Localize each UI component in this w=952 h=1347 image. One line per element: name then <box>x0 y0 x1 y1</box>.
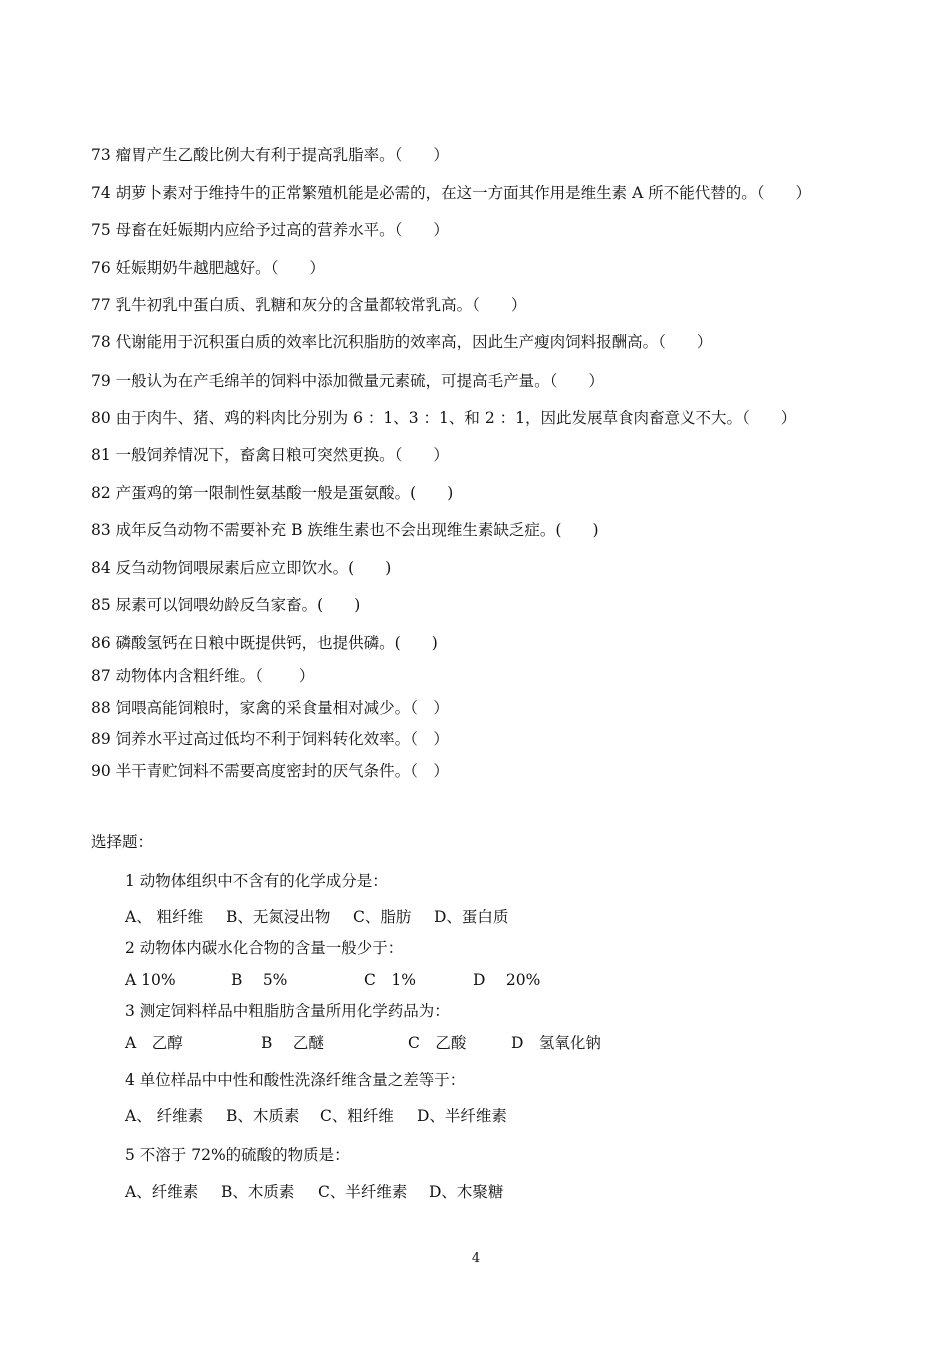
question-text: 乳牛初乳中蛋白质、乳糖和灰分的含量都较常乳高。（ ） <box>115 296 527 314</box>
mc-option-3-C: C 乙酸 <box>408 1034 467 1052</box>
question-number: 89 <box>91 730 111 748</box>
question-text: 瘤胃产生乙酸比例大有利于提高乳脂率。（ ） <box>115 146 449 164</box>
tf-question-80 <box>91 408 796 428</box>
mc-option-3-D: D 氢氧化钠 <box>511 1034 601 1052</box>
question-text: 尿素可以饲喂幼龄反刍家畜。( ) <box>115 596 361 614</box>
tf-question-81 <box>91 445 449 465</box>
question-number: 79 <box>91 372 111 390</box>
question-number: 81 <box>91 446 111 464</box>
question-text: 一般饲养情况下，畜禽日粮可突然更换。（ ） <box>115 446 449 464</box>
question-text: 磷酸氢钙在日粮中既提供钙，也提供磷。( ) <box>115 634 438 652</box>
mc-option-2-C: C 1% <box>364 971 416 989</box>
question-number: 87 <box>91 667 111 685</box>
mc-question-1: 1 动物体组织中不含有的化学成分是： <box>125 872 388 890</box>
mc-option-5-A: A、纤维素 <box>125 1183 199 1201</box>
question-text: 代谢能用于沉积蛋白质的效率比沉积脂肪的效率高，因此生产瘦肉饲料报酬高。（ ） <box>115 333 713 351</box>
question-text: 产蛋鸡的第一限制性氨基酸一般是蛋氨酸。( ) <box>115 484 454 502</box>
question-number: 82 <box>91 484 111 502</box>
tf-question-89 <box>91 729 449 749</box>
question-number: 75 <box>91 221 111 239</box>
tf-question-90 <box>91 761 449 781</box>
question-text: 妊娠期奶牛越肥越好。（ ） <box>115 259 325 277</box>
question-text: 胡萝卜素对于维持牛的正常繁殖机能是必需的，在这一方面其作用是维生素 A 所不能代替的。（ ） <box>115 184 811 202</box>
question-text: 饲喂高能饲粮时，家禽的采食量相对减少。（ ） <box>115 699 449 717</box>
mc-option-5-D: D、木聚糖 <box>429 1183 504 1201</box>
question-text: 反刍动物饲喂尿素后应立即饮水。( ) <box>115 559 392 577</box>
mc-option-5-B: B、木质素 <box>221 1183 295 1201</box>
question-number: 85 <box>91 596 111 614</box>
question-text: 成年反刍动物不需要补充 B 族维生素也不会出现维生素缺乏症。( ) <box>115 521 599 539</box>
question-number: 88 <box>91 699 111 717</box>
tf-question-74 <box>91 183 811 203</box>
question-text: 母畜在妊娠期内应给予过高的营养水平。（ ） <box>115 221 449 239</box>
mc-option-1-C: C、脂肪 <box>353 908 412 926</box>
mc-option-2-B: B 5% <box>231 971 288 989</box>
question-text: 一般认为在产毛绵羊的饲料中添加微量元素硫，可提高毛产量。（ ） <box>115 372 604 390</box>
mc-question-5: 5 不溶于 72%的硫酸的物质是： <box>125 1146 350 1164</box>
mc-option-4-A: A、 纤维素 <box>125 1107 204 1125</box>
question-number: 73 <box>91 146 111 164</box>
mc-option-1-B: B、无氮浸出物 <box>226 908 331 926</box>
tf-question-78 <box>91 332 712 352</box>
tf-question-87 <box>91 666 314 686</box>
page-number: 4 <box>471 1251 481 1266</box>
mc-option-4-C: C、粗纤维 <box>320 1107 394 1125</box>
mc-option-3-A: A 乙醇 <box>125 1034 183 1052</box>
mc-option-2-A: A 10% <box>125 971 176 989</box>
question-number: 90 <box>91 762 111 780</box>
tf-question-85 <box>91 595 360 615</box>
mc-option-4-D: D、半纤维素 <box>417 1107 507 1125</box>
tf-question-86 <box>91 633 438 653</box>
question-number: 77 <box>91 296 111 314</box>
tf-question-88 <box>91 698 449 718</box>
mc-option-3-B: B 乙醚 <box>261 1034 324 1052</box>
tf-question-79 <box>91 371 604 391</box>
tf-question-75 <box>91 220 449 240</box>
mc-option-1-D: D、蛋白质 <box>434 908 509 926</box>
mc-option-4-B: B、木质素 <box>226 1107 300 1125</box>
mc-option-5-C: C、半纤维素 <box>318 1183 408 1201</box>
tf-question-73 <box>91 145 449 165</box>
mc-option-1-A: A、 粗纤维 <box>125 908 204 926</box>
tf-question-82 <box>91 483 453 503</box>
question-number: 83 <box>91 521 111 539</box>
question-number: 78 <box>91 333 111 351</box>
mc-heading: 选择题： <box>91 833 154 851</box>
question-number: 84 <box>91 559 111 577</box>
tf-question-83 <box>91 520 599 540</box>
tf-question-76 <box>91 258 325 278</box>
question-number: 76 <box>91 259 111 277</box>
question-number: 74 <box>91 184 111 202</box>
question-number: 86 <box>91 634 111 652</box>
question-text: 饲养水平过高过低均不利于饲料转化效率。（ ） <box>115 730 449 748</box>
mc-question-4: 4 单位样品中中性和酸性洗涤纤维含量之差等于： <box>125 1071 466 1089</box>
mc-question-3: 3 测定饲料样品中粗脂肪含量所用化学药品为： <box>125 1002 450 1020</box>
question-number: 80 <box>91 409 111 427</box>
mc-option-2-D: D 20% <box>473 971 541 989</box>
mc-question-2: 2 动物体内碳水化合物的含量一般少于： <box>125 939 404 957</box>
question-text: 动物体内含粗纤维。（ ） <box>115 667 315 685</box>
question-text: 由于肉牛、猪、鸡的料肉比分别为 6 ：1、3 ：1、和 2 ：1，因此发展草食肉畜意义不大。（ ） <box>115 409 797 427</box>
question-text: 半干青贮饲料不需要高度密封的厌气条件。（ ） <box>115 762 449 780</box>
tf-question-77 <box>91 295 526 315</box>
tf-question-84 <box>91 558 391 578</box>
